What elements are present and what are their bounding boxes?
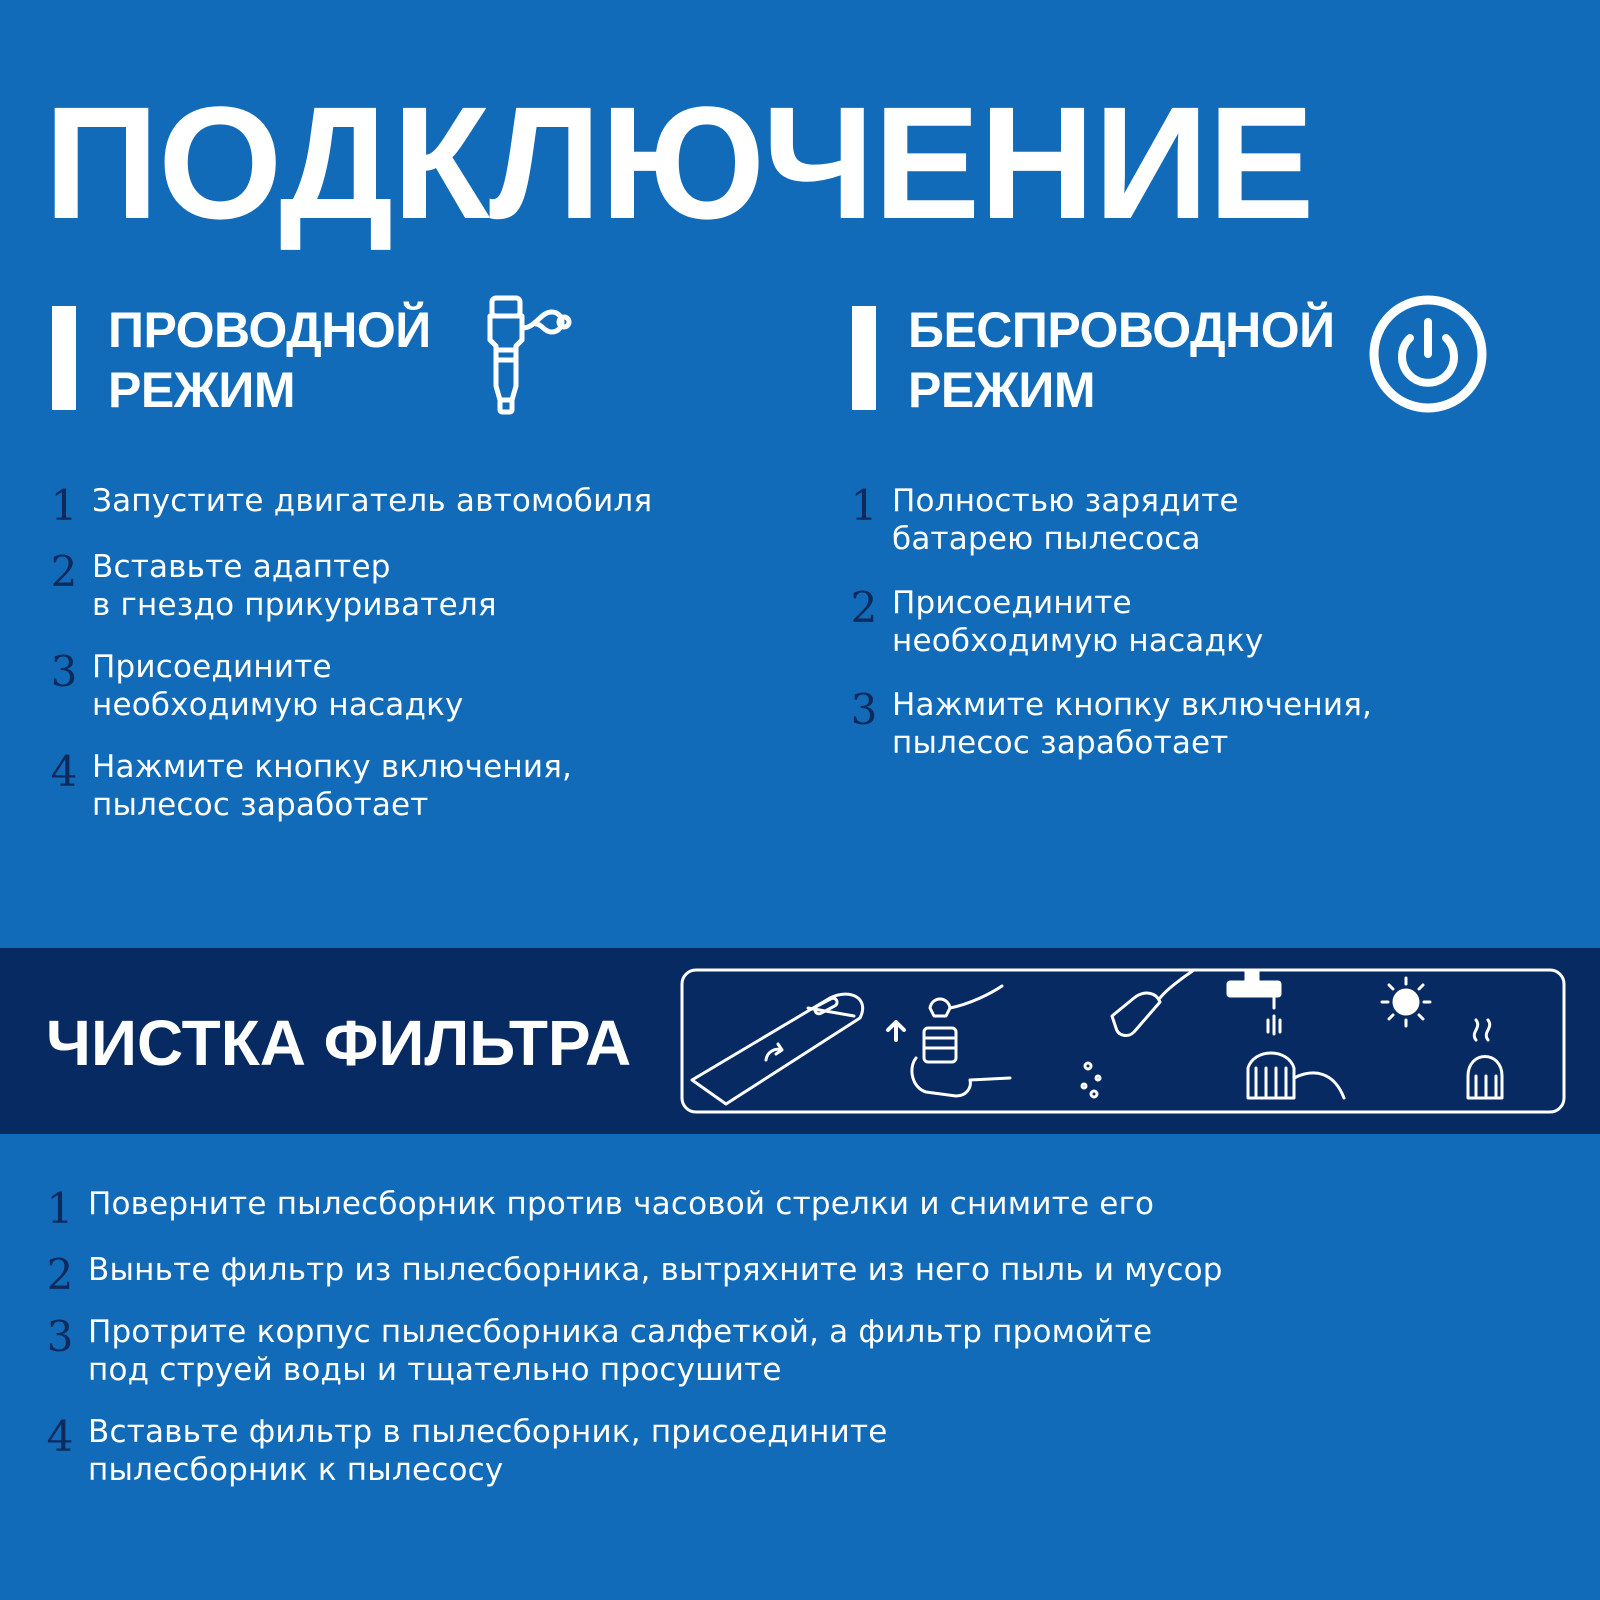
- wireless-mode-title-line2: РЕЖИМ: [908, 362, 1095, 418]
- step-text: Вставьте фильтр в пылесборник, присоедините пылесборник к пылесосу: [88, 1414, 888, 1488]
- list-item: [48, 1313, 1508, 1389]
- step-number: 1: [50, 481, 78, 530]
- list-item: [852, 686, 1572, 762]
- step-number: 3: [50, 647, 78, 696]
- wireless-mode-header: [852, 300, 1572, 418]
- step-text: Поверните пылесборник против часовой стрелки и снимите его: [88, 1186, 1155, 1222]
- step-text: Нажмите кнопку включения, пылесос заработает: [92, 749, 573, 823]
- step-number: 3: [850, 685, 878, 734]
- list-item: [52, 648, 772, 724]
- sun-icon: [1382, 978, 1430, 1026]
- step-number: 1: [46, 1184, 74, 1233]
- step-number: 1: [850, 481, 878, 530]
- step-text: Полностью зарядите батарею пылесоса: [892, 483, 1239, 557]
- step-number: 2: [46, 1250, 74, 1299]
- step-text: Присоедините необходимую насадку: [892, 585, 1264, 659]
- step-text: Присоедините необходимую насадку: [92, 649, 464, 723]
- section-marker-bar: [852, 306, 876, 410]
- wired-mode-title-line2: РЕЖИМ: [108, 362, 295, 418]
- section-marker-bar: [52, 306, 76, 410]
- step-number: 2: [50, 547, 78, 596]
- hand-holding-filter-icon: [912, 986, 1010, 1096]
- wireless-mode-section: [850, 300, 1572, 761]
- hand-shaking-filter-icon: [1082, 970, 1194, 1097]
- wireless-mode-title-line1: БЕСПРОВОДНОЙ: [908, 302, 1335, 358]
- car-charger-plug-icon: [482, 294, 582, 424]
- step-text: Протрите корпус пылесборника салфеткой, а фильтр промойте под струей воды и тщательно просушите: [88, 1314, 1153, 1388]
- vacuum-icon: [692, 994, 863, 1104]
- filter-steps-list: [48, 1185, 1508, 1489]
- list-item: [48, 1413, 1508, 1489]
- list-item: [46, 1250, 1508, 1299]
- list-item: [52, 548, 772, 624]
- wired-mode-title-line1: ПРОВОДНОЙ: [108, 302, 431, 358]
- filter-cleaning-steps-illustration: [680, 968, 1566, 1118]
- step-number: 4: [50, 747, 78, 796]
- step-number: 3: [46, 1312, 74, 1361]
- page-title: ПОДКЛЮЧЕНИЕ: [44, 73, 1314, 252]
- list-item: [52, 748, 772, 824]
- step-number: 4: [46, 1412, 74, 1461]
- step-number: 2: [850, 583, 878, 632]
- drying-filter-icon: [1468, 1020, 1502, 1098]
- power-icon: [1366, 292, 1490, 420]
- wired-mode-section: [50, 300, 772, 823]
- step-text: Запустите двигатель автомобиля: [92, 483, 653, 519]
- list-item: [852, 584, 1572, 660]
- list-item: [46, 1184, 1508, 1233]
- wired-mode-title: [108, 300, 431, 420]
- wireless-steps-list: [852, 482, 1572, 762]
- water-tap-icon: [1228, 972, 1344, 1098]
- wireless-mode-title: [908, 300, 1335, 420]
- wired-mode-header: [52, 300, 772, 418]
- filter-cleaning-band: [0, 948, 1600, 1134]
- up-arrow-icon: [888, 1022, 904, 1040]
- step-text: Нажмите кнопку включения, пылесос заработает: [892, 687, 1373, 761]
- list-item: [852, 482, 1572, 558]
- filter-cleaning-title: ЧИСТКА ФИЛЬТРА: [46, 1007, 632, 1079]
- wired-steps-list: [52, 482, 772, 824]
- step-text: Выньте фильтр из пылесборника, вытряхните из него пыль и мусор: [88, 1252, 1223, 1288]
- step-text: Вставьте адаптер в гнездо прикуривателя: [92, 549, 497, 623]
- list-item: [50, 481, 772, 530]
